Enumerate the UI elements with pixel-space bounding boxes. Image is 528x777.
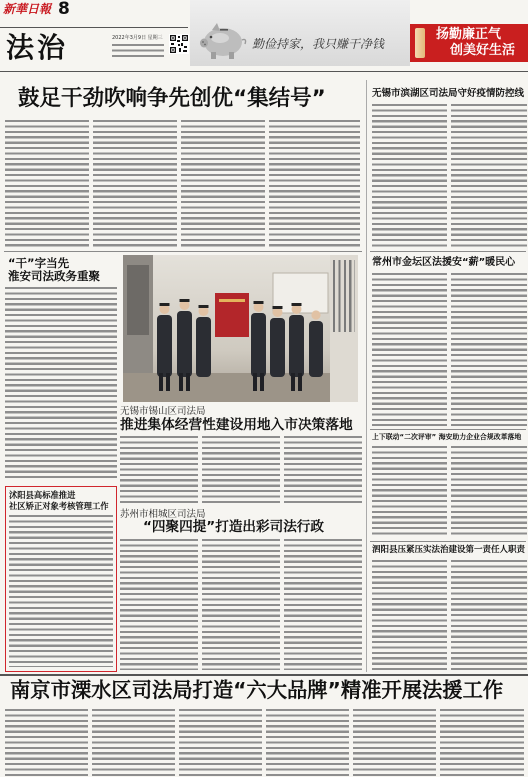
section-divider — [4, 251, 362, 252]
siyang-headline: 泗阳县压紧压实法治建设第一责任人职责 — [372, 545, 526, 555]
ad-line-1: 扬勤廉正气 — [436, 27, 502, 42]
huaian-headline: 淮安司法政务重聚 — [8, 269, 100, 283]
article-body-text — [372, 446, 447, 538]
article-body-text — [451, 104, 527, 247]
ad-slogan: 勤俭持家，我只赚干净钱 — [252, 37, 385, 51]
article-body-text — [372, 104, 447, 247]
masthead-logo: 新華日報 — [3, 2, 52, 16]
jintan-headline: 常州市金坛区法援安“薪”暖民心 — [372, 257, 516, 268]
xishan-headline: 推进集体经营性建设用地入市决策落地 — [120, 417, 353, 433]
photo-caption-text — [333, 260, 355, 332]
article-body-text — [92, 709, 175, 777]
integrity-ad-banner — [410, 24, 528, 62]
article-body-text — [5, 709, 88, 777]
section-divider — [370, 429, 526, 430]
article-body-text — [5, 120, 89, 248]
section-divider — [370, 541, 526, 542]
ad-pillar-decoration — [415, 28, 425, 58]
page-number: 8 — [58, 0, 70, 19]
article-body-text — [372, 273, 447, 426]
article-body-text — [451, 273, 527, 426]
article-body-text — [179, 709, 262, 777]
lishui-headline: 南京市溧水区司法局打造“六大品牌”精准开展法援工作 — [10, 678, 504, 702]
xiangcheng-headline: “四聚四提”打造出彩司法行政 — [143, 519, 324, 535]
article-body-text — [93, 120, 177, 248]
section-title: 法治 — [6, 31, 69, 64]
article-body-text — [202, 539, 280, 670]
article-body-text — [451, 560, 527, 670]
article-body-text — [120, 436, 198, 505]
article-body-text — [9, 515, 113, 667]
article-body-text — [440, 709, 524, 777]
news-photo — [123, 255, 358, 402]
shuyang-headline-line-1: 沭阳县高标准推进 — [9, 490, 76, 500]
xishan-kicker: 无锡市锡山区司法局 — [120, 406, 206, 417]
huaian-kicker: “干”字当先 — [8, 256, 70, 270]
article-body-text — [284, 436, 362, 505]
bottom-section-rule — [0, 674, 528, 676]
binhu-headline: 无锡市滨湖区司法局守好疫情防控线 — [372, 88, 525, 99]
section-divider — [370, 251, 526, 252]
article-body-text — [372, 560, 447, 670]
shuyang-headline-line-2: 社区矫正对象考核管理工作 — [9, 501, 109, 511]
article-body-text — [269, 120, 360, 248]
column-divider — [366, 80, 367, 672]
xiangcheng-kicker: 苏州市相城区司法局 — [120, 509, 206, 520]
editor-info-text — [112, 44, 164, 60]
qr-code-icon — [169, 34, 189, 54]
haian-headline: 上下联动“二次评审” 海安助力企业合规改革落地 — [372, 433, 522, 441]
article-body-text — [5, 287, 117, 479]
piggy-bank-icon — [198, 20, 248, 62]
article-body-text — [181, 120, 265, 248]
article-body-text — [451, 446, 527, 538]
article-body-text — [353, 709, 436, 777]
header-rule — [0, 71, 528, 72]
article-body-text — [202, 436, 280, 505]
ad-line-2: 创美好生活 — [450, 43, 516, 58]
article-body-text — [266, 709, 349, 777]
article-body-text — [284, 539, 362, 670]
article-body-text — [120, 539, 198, 670]
main-headline: 鼓足干劲吹响争先创优“集结号” — [18, 86, 326, 111]
issue-date: 2022年3月9日 星期三 — [112, 35, 163, 41]
masthead-rule — [0, 27, 188, 28]
